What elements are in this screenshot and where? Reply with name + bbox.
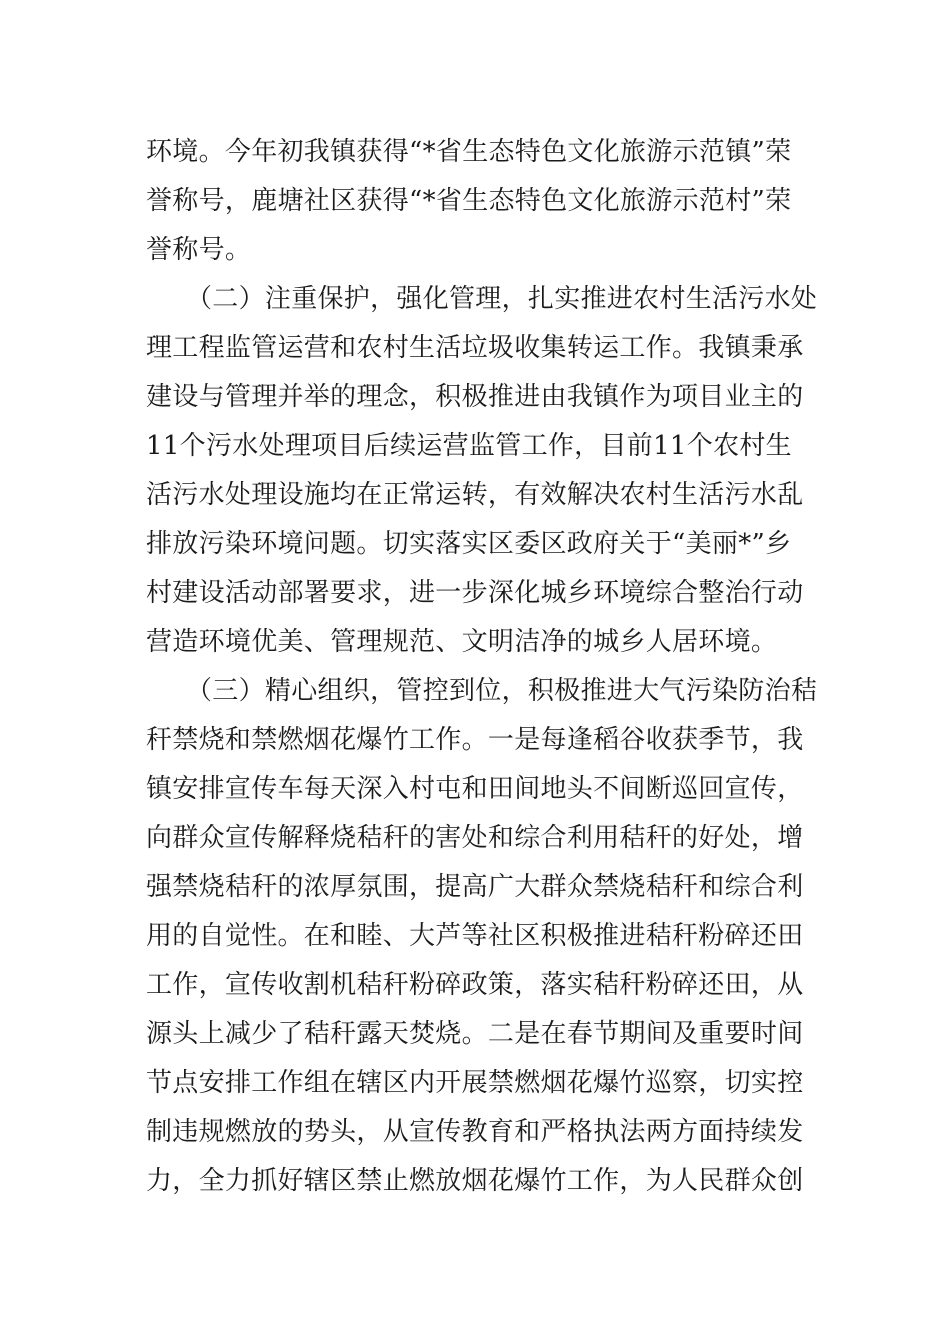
text-line: 建设与管理并举的理念，积极推进由我镇作为项目业主的 — [146, 382, 804, 412]
text-line: 誉称号。 — [146, 235, 252, 265]
text-line: 向群众宣传解释烧秸秆的害处和综合利用秸秆的好处，增 — [146, 823, 804, 853]
text-line: 镇安排宣传车每天深入村屯和田间地头不间断巡回宣传， — [146, 774, 804, 804]
text-line: 力，全力抓好辖区禁止燃放烟花爆竹工作，为人民群众创 — [146, 1166, 804, 1196]
text-line: 营造环境优美、管理规范、文明洁净的城乡人居环境。 — [146, 627, 778, 657]
text-line: 排放污染环境问题。切实落实区委区政府关于“美丽*”乡 — [146, 529, 792, 559]
text-line: 工作，宣传收割机秸秆粉碎政策，落实秸秆粉碎还田，从 — [146, 970, 804, 1000]
text-line: 活污水处理设施均在正常运转，有效解决农村生活污水乱 — [146, 480, 804, 510]
text-line: 制违规燃放的势头，从宣传教育和严格执法两方面持续发 — [146, 1117, 804, 1147]
text-line: 节点安排工作组在辖区内开展禁燃烟花爆竹巡察，切实控 — [146, 1068, 804, 1098]
text-line: 环境。今年初我镇获得“*省生态特色文化旅游示范镇”荣 — [146, 137, 792, 167]
text-line: 誉称号，鹿塘社区获得“*省生态特色文化旅游示范村”荣 — [146, 186, 792, 216]
text-line: 秆禁烧和禁燃烟花爆竹工作。一是每逢稻谷收获季节，我 — [146, 725, 804, 755]
paragraph-start-line: （三）精心组织，管控到位，积极推进大气污染防治秸 — [186, 676, 818, 706]
text-line: 村建设活动部署要求，进一步深化城乡环境综合整治行动 — [146, 578, 804, 608]
text-line: 强禁烧秸秆的浓厚氛围，提高广大群众禁烧秸秆和综合利 — [146, 872, 804, 902]
text-line: 用的自觉性。在和睦、大芦等社区积极推进秸秆粉碎还田 — [146, 921, 804, 951]
text-line: 理工程监管运营和农村生活垃圾收集转运工作。我镇秉承 — [146, 333, 804, 363]
text-line: 源头上减少了秸秆露天焚烧。二是在春节期间及重要时间 — [146, 1019, 804, 1049]
paragraph-start-line: （二）注重保护，强化管理，扎实推进农村生活污水处 — [186, 284, 818, 314]
text-line: 11个污水处理项目后续运营监管工作，目前11个农村生 — [146, 431, 792, 461]
